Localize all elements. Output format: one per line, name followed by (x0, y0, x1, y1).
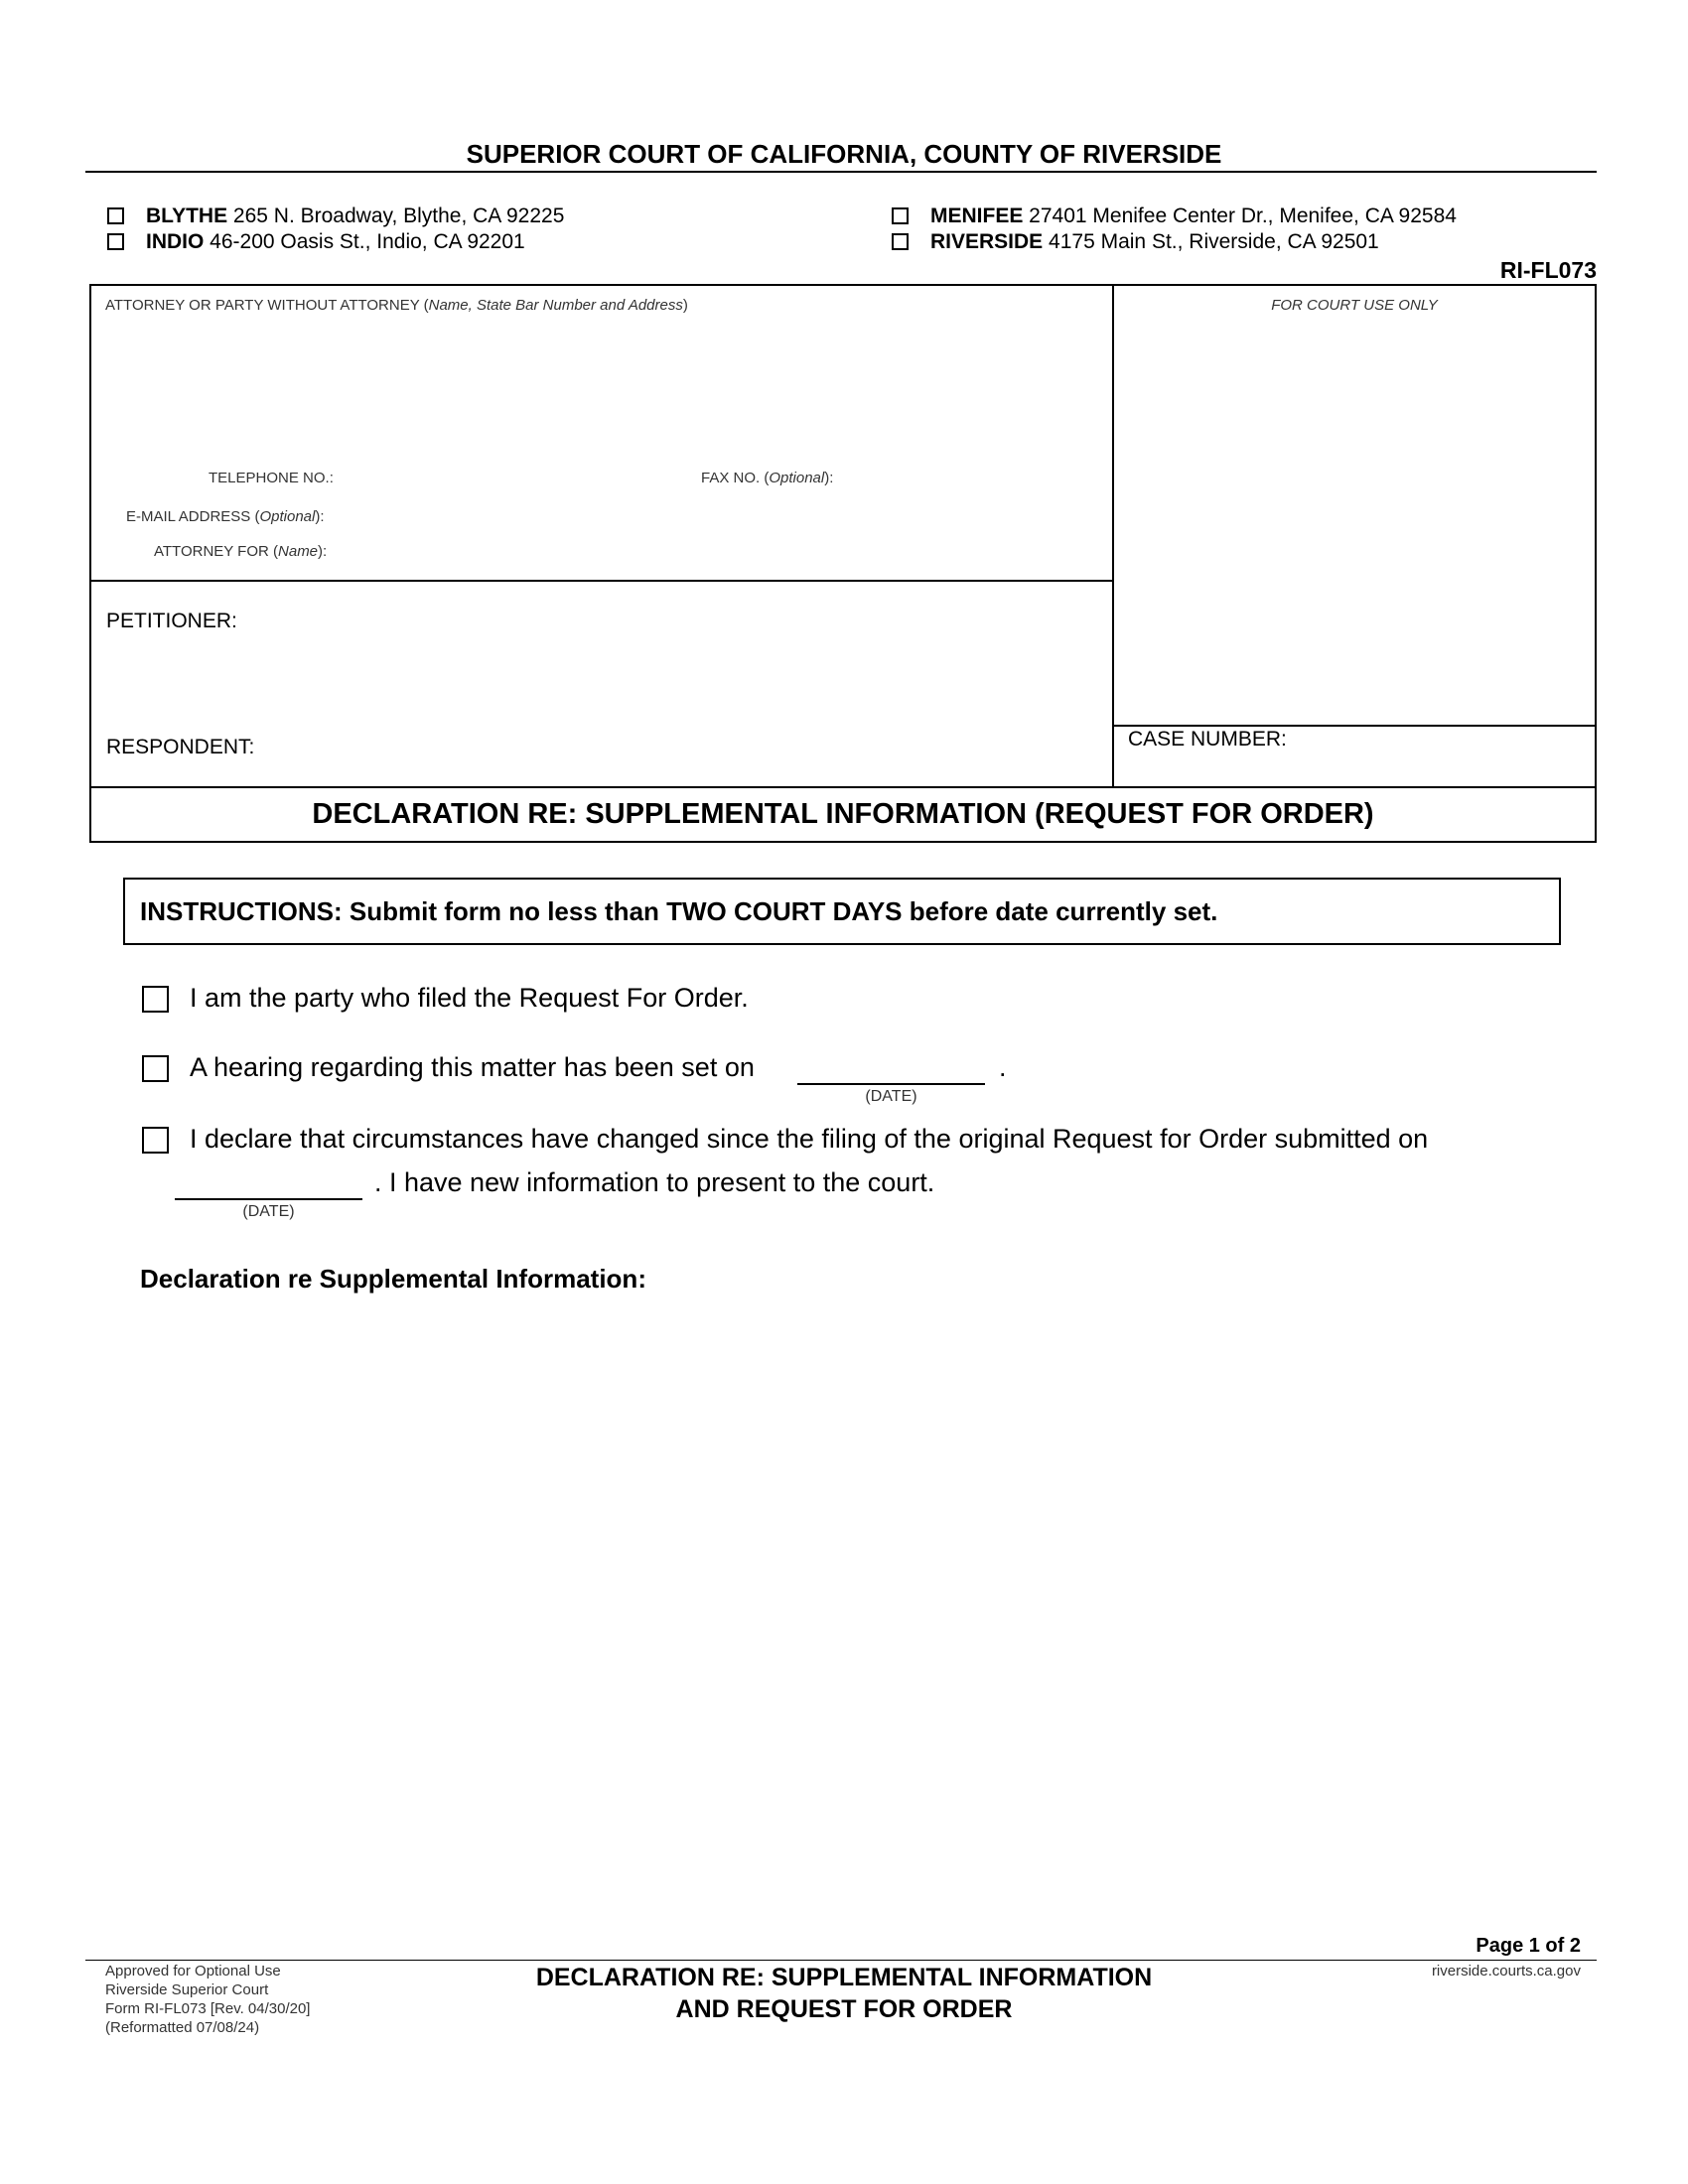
attorney-box[interactable] (89, 284, 1114, 582)
party-filed-checkbox[interactable] (142, 986, 169, 1013)
attorney-for-label: ATTORNEY FOR (Name): (154, 543, 328, 560)
footer-title-line2: AND REQUEST FOR ORDER (675, 1995, 1013, 2023)
circumstances-text-line2: . I have new information to present to the court. (374, 1167, 935, 1197)
court-title: SUPERIOR COURT OF CALIFORNIA, COUNTY OF RIVERSIDE (466, 139, 1222, 169)
footer-approved: Approved for Optional Use (105, 1963, 281, 1979)
case-number-label: CASE NUMBER: (1128, 728, 1287, 751)
location-blythe[interactable] (107, 205, 564, 228)
original-rfo-date-field[interactable] (175, 1198, 362, 1200)
footer-rule (85, 1960, 1597, 1961)
telephone-label: TELEPHONE NO.: (209, 470, 334, 486)
document-title: DECLARATION RE: SUPPLEMENTAL INFORMATION (REQUEST FOR ORDER) (312, 798, 1374, 830)
original-rfo-date-caption: (DATE) (242, 1203, 295, 1220)
hearing-period: . (999, 1052, 1007, 1082)
declaration-text-area[interactable] (140, 1310, 1561, 1886)
email-label: E-MAIL ADDRESS (Optional): (126, 508, 325, 525)
riverside-checkbox[interactable] (892, 233, 909, 250)
location-name: INDIO (146, 230, 205, 253)
footer-court: Riverside Superior Court (105, 1981, 269, 1998)
hearing-set-text: A hearing regarding this matter has been set on (190, 1052, 755, 1082)
form-number: RI-FL073 (1499, 257, 1597, 283)
hearing-set-checkbox[interactable] (142, 1055, 169, 1082)
hearing-date-field[interactable] (797, 1083, 985, 1085)
footer-reformatted: (Reformatted 07/08/24) (105, 2019, 260, 2036)
hearing-date-caption: (DATE) (865, 1088, 917, 1105)
location-name: MENIFEE (930, 205, 1024, 227)
location-name: RIVERSIDE (930, 230, 1044, 253)
location-indio[interactable] (107, 230, 525, 254)
respondent-label: RESPONDENT: (106, 736, 255, 758)
location-name: BLYTHE (146, 205, 228, 227)
party-filed-text: I am the party who filed the Request For Order. (190, 983, 749, 1013)
instructions-text: INSTRUCTIONS: Submit form no less than TWO COURT DAYS before date currently set. (140, 896, 1218, 926)
footer-website[interactable]: riverside.courts.ca.gov (1431, 1963, 1581, 1979)
location-address: 4175 Main St., Riverside, CA 92501 (1043, 230, 1379, 253)
location-riverside[interactable] (892, 230, 1379, 254)
footer-title-line1: DECLARATION RE: SUPPLEMENTAL INFORMATION (535, 1964, 1153, 1991)
footer-form-rev: Form RI-FL073 [Rev. 04/30/20] (105, 2000, 311, 2017)
petitioner-label: PETITIONER: (106, 610, 237, 632)
court-use-label: FOR COURT USE ONLY (1271, 297, 1438, 314)
location-menifee[interactable] (892, 205, 1457, 228)
attorney-label: ATTORNEY OR PARTY WITHOUT ATTORNEY (Name, State Bar Number and Address) (105, 297, 688, 314)
location-address: 46-200 Oasis St., Indio, CA 92201 (204, 230, 525, 253)
footer-title (397, 1962, 1291, 2025)
fax-label: FAX NO. (Optional): (701, 470, 834, 486)
page-number: Page 1 of 2 (1476, 1935, 1581, 1957)
circumstances-text-line1: I declare that circumstances have changed since the filing of the original Request for Order submitted on (190, 1124, 1429, 1154)
location-address: 265 N. Broadway, Blythe, CA 92225 (227, 205, 565, 227)
footer-approval-block (105, 1962, 310, 2037)
circumstances-checkbox[interactable] (142, 1127, 169, 1154)
blythe-checkbox[interactable] (107, 207, 124, 224)
indio-checkbox[interactable] (107, 233, 124, 250)
location-address: 27401 Menifee Center Dr., Menifee, CA 92584 (1023, 205, 1457, 227)
menifee-checkbox[interactable] (892, 207, 909, 224)
court-use-box (1112, 284, 1597, 727)
title-rule (85, 171, 1597, 173)
declaration-heading: Declaration re Supplemental Information: (140, 1264, 646, 1294)
